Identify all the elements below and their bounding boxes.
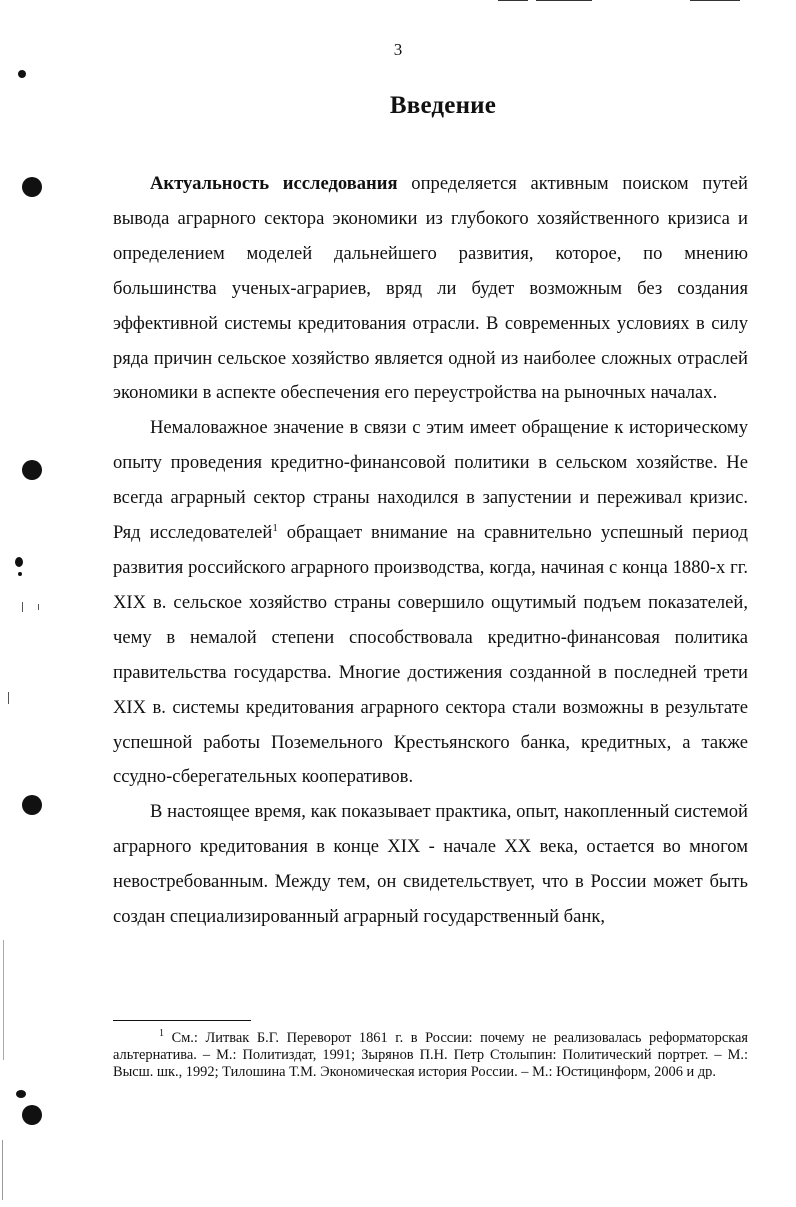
scan-edge-mark: [3, 940, 4, 1060]
scan-speck: [16, 1090, 26, 1098]
paragraph-current-state: [113, 795, 748, 935]
footnote-reference[interactable]: 1: [272, 521, 278, 534]
paragraph-lead-bold: Актуальность исследования: [150, 173, 398, 194]
footnote-text-block: [113, 1030, 748, 1082]
paragraph-text: обращает внимание на сравнительно успешный период развития российского аграрного производства, когда, начиная с конца 1880-х гг. XIX в. сельское хозяйство страны совершило ощутимый подъем показателей, чему в немалой степени способствовала кредитно-финансовая политика правительства государства. Многие достижения созданной в последней трети XIX в. системы кредитования аграрного сектора стали возможны в результате успешной работы Поземельного Крестьянского банка, кредитных, а также ссудно-сберегательных кооперативов.: [113, 522, 748, 788]
scan-artifact-line: [690, 0, 740, 1]
scan-edge-mark: [8, 692, 9, 704]
footnote-text: См.: Литвак Б.Г. Переворот 1861 г. в России: почему не реализовалась реформаторская альтернатива. – М.: Политиздат, 1991; Зырянов П.Н. Петр Столыпин: Политический портрет. – М.: Высш. шк., 1992; Тилошина Т.М. Экономическая история России. – М.: Юстицинформ, 2006 и др.: [113, 1030, 748, 1081]
paragraph-relevance: [113, 167, 748, 411]
paragraph-historical-experience: [113, 411, 748, 795]
binder-hole: [22, 460, 42, 480]
paragraph-text: определяется активным поиском путей вывода аграрного сектора экономики из глубокого хозяйственного кризиса и определением моделей дальнейшего развития, которое, по мнению большинства ученых-аграриев, вряд ли будет возможным без создания эффективной системы кредитования отрасли. В современных условиях в силу ряда причин сельское хозяйство является одной из наиболее сложных отраслей экономики в аспекте обеспечения его переустройства на рыночных началах.: [113, 173, 748, 404]
scan-edge-mark: [22, 602, 23, 612]
scan-speck: [18, 572, 22, 576]
binder-hole: [22, 1105, 42, 1125]
body-text: [113, 167, 748, 935]
scan-artifact-line: [536, 0, 592, 1]
scan-speck: [15, 557, 23, 567]
page-number: 3: [393, 40, 403, 59]
paragraph-text: В настоящее время, как показывает практика, опыт, накопленный системой аграрного кредитования в конце XIX - начале XX века, остается во многом невостребованным. Между тем, он свидетельствует, что в России может быть создан специализированный аграрный государственный банк,: [113, 801, 748, 928]
scan-artifact-line: [498, 0, 528, 1]
footnote: [113, 1030, 748, 1082]
scan-speck: [18, 70, 26, 78]
paragraph-text: Немаловажное значение в связи с этим имеет обращение к историческому опыту проведения кредитно-финансовой политики в сельском хозяйстве. Не всегда аграрный сектор страны находился в запустении и переживал кризис. Ряд исследователей: [113, 417, 748, 544]
binder-hole: [22, 795, 42, 815]
footnote-number: 1: [159, 1028, 164, 1040]
footnote-separator: [113, 1020, 251, 1021]
page-title: Введение: [389, 92, 497, 119]
binder-hole: [22, 177, 42, 197]
scan-edge-mark: [38, 604, 39, 610]
scan-edge-mark: [2, 1140, 3, 1200]
